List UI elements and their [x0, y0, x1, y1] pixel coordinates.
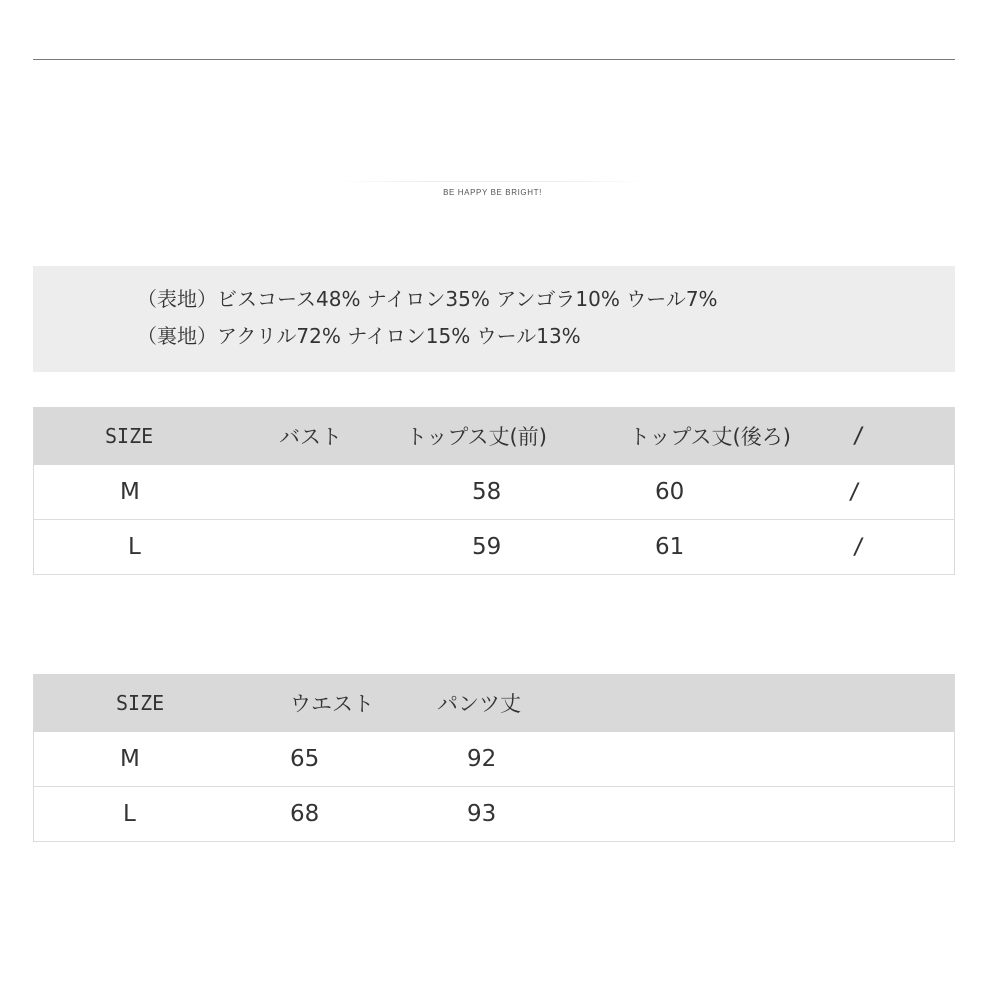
row-size: M [120, 746, 140, 772]
header-extra: / [852, 423, 866, 449]
header-size: SIZE [105, 424, 154, 448]
row-waist: 65 [290, 746, 320, 772]
row-pants-length: 93 [467, 801, 497, 827]
row-front: 59 [472, 534, 502, 560]
row-extra: / [852, 534, 866, 560]
row-size: L [128, 534, 141, 560]
header-tops-length-back: トップス丈(後ろ) [629, 425, 791, 449]
header-bust: バスト [279, 425, 342, 449]
header-pants-length: パンツ丈 [437, 692, 521, 716]
tops-table-header [34, 407, 954, 465]
table-row [34, 787, 954, 842]
pants-size-table [33, 674, 955, 842]
material-lining: （裏地）アクリル72% ナイロン15% ウール13% [137, 324, 581, 348]
row-extra: / [848, 479, 862, 505]
row-size: M [120, 479, 140, 505]
table-row [34, 732, 954, 787]
row-pants-length: 92 [467, 746, 497, 772]
table-row [34, 520, 954, 575]
row-waist: 68 [290, 801, 320, 827]
header-tops-length-front: トップス丈(前) [406, 425, 547, 449]
pants-table-header [34, 674, 954, 732]
row-back: 61 [655, 534, 685, 560]
slogan-band [335, 181, 650, 182]
header-size: SIZE [116, 691, 165, 715]
row-size: L [123, 801, 136, 827]
material-outer: （表地）ビスコース48% ナイロン35% アンゴラ10% ウール7% [137, 287, 718, 311]
header-waist: ウエスト [290, 692, 374, 716]
tops-size-table [33, 407, 955, 575]
slogan-text: BE HAPPY BE BRIGHT! [443, 188, 542, 197]
top-divider [33, 59, 955, 60]
material-box [33, 266, 955, 372]
row-back: 60 [655, 479, 685, 505]
table-row [34, 465, 954, 520]
row-front: 58 [472, 479, 502, 505]
